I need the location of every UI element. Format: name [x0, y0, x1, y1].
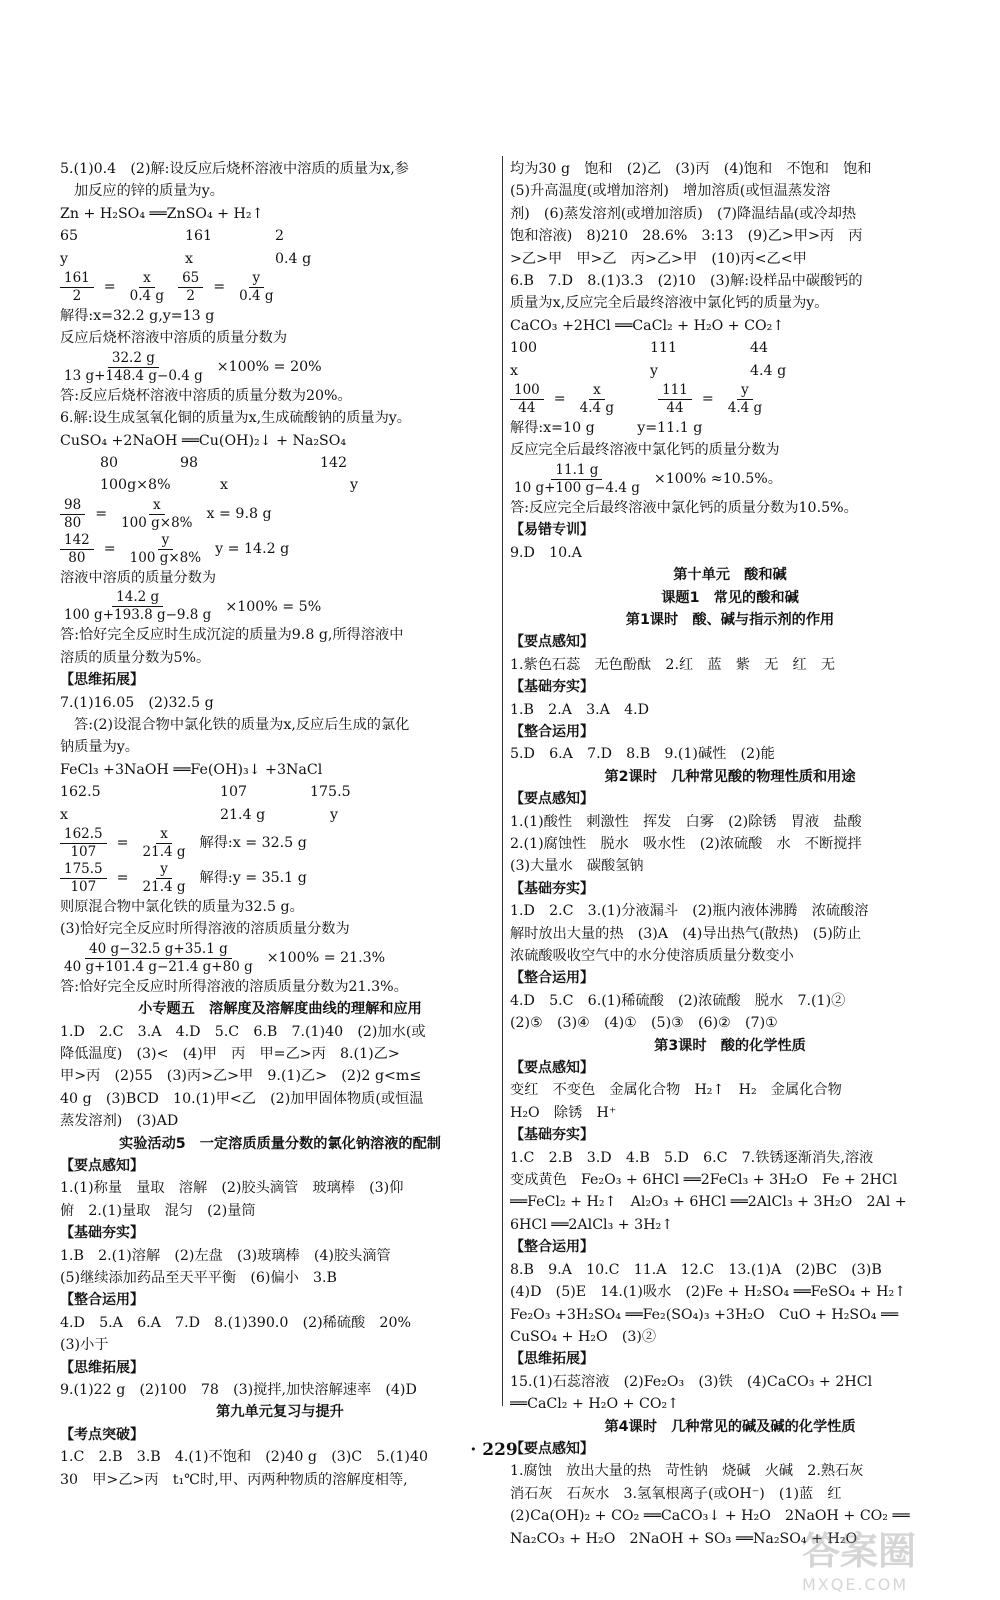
proportion-equation: $\frac{161}{2}$ = $\frac{x}{0.4 g}$ $\frac{65}{2}$ = $\frac{y}{0.4 g}$ [60, 270, 500, 305]
section-heading: 【基础夯实】 [510, 880, 594, 897]
text-line: ══CaCl₂ + H₂O + CO₂↑ [510, 1396, 680, 1413]
text-line: 质量为x,反应完全后最终溶液中氯化钙的质量为y。 [510, 295, 829, 312]
numerator: y [249, 270, 265, 288]
text-line: 1.C 2.B 3.D 4.B 5.D 6.C 7.铁锈逐渐消失,溶液 [510, 1149, 874, 1166]
right-column [510, 158, 950, 1550]
period-title: 第4课时 几种常见的碱及碱的化学性质 [604, 1418, 856, 1435]
numerator: y [158, 532, 174, 550]
numerator: 40 g−32.5 g+35.1 g [85, 941, 232, 959]
ratio-row [60, 804, 500, 826]
text-line: 解时放出大量的热 (3)A (4)导出热气(散热) (5)防止 [510, 925, 862, 942]
text-line: 钠质量为y。 [60, 739, 139, 756]
text-line: 变红 不变色 金属化合物 H₂↑ H₂ 金属化合物 [510, 1082, 842, 1099]
ratio-value: y [330, 806, 339, 823]
numerator: 162.5 [60, 826, 107, 844]
text-line: 1.(1)酸性 刺激性 挥发 白雾 (2)除锈 胃液 盐酸 [510, 813, 862, 830]
ratio-value: 175.5 [310, 784, 351, 801]
text-line: H₂O 除锈 H⁺ [510, 1104, 617, 1121]
answer-line: 答:反应完全后最终溶液中氯化钙的质量分数为10.5%。 [510, 499, 858, 516]
text-line: 1.D 2.C 3.(1)分液漏斗 (2)瓶内液体沸腾 浓硫酸溶 [510, 903, 869, 920]
numerator: x [149, 497, 165, 515]
fraction-tail: y = 14.2 g [215, 541, 290, 558]
text-line: 均为30 g 饱和 (2)乙 (3)丙 (4)饱和 不饱和 饱和 [510, 161, 872, 177]
text-line: 加反应的锌的质量为y。 [74, 183, 224, 200]
section-heading: 【要点感知】 [510, 1440, 594, 1457]
numerator: 11.1 g [551, 462, 602, 480]
ratio-value: 100g×8% [100, 477, 171, 494]
numerator: 100 [510, 382, 544, 400]
proportion-equation: $\frac{100}{44}$ = $\frac{x}{4.4 g}$ $\frac{111}{44}$ = $\frac{y}{4.4 g}$ [510, 382, 950, 417]
ratio-row [60, 474, 500, 496]
text-line: 2.(1)腐蚀性 脱水 吸水性 (2)浓硫酸 水 不断搅拌 [510, 835, 862, 852]
text-line: 15.(1)石蕊溶液 (2)Fe₂O₃ (3)铁 (4)CaCO₃ + 2HCl [510, 1373, 873, 1390]
proportion-equation: $\frac{162.5}{107}$ = $\frac{x}{21.4 g}$ 解得:x = 32.5 g [60, 826, 500, 861]
section-heading: 【整合运用】 [510, 723, 594, 740]
section-heading: 【思维拓展】 [510, 1351, 594, 1368]
ratio-value: x [220, 477, 229, 494]
ratio-row [510, 337, 950, 359]
ratio-value: 161 [185, 228, 213, 245]
text-line: 浓硫酸吸收空气中的水分使溶质质量分数变小 [510, 948, 794, 964]
answer-line: 答:恰好完全反应时生成沉淀的质量为9.8 g,所得溶液中 [60, 627, 404, 644]
ratio-value: 44 [750, 340, 769, 357]
fraction-tail: x = 9.8 g [206, 506, 272, 523]
numerator: 98 [60, 497, 85, 515]
topic-title: 实验活动5 一定溶质质量分数的氯化钠溶液的配制 [119, 1135, 441, 1152]
text-line: 30 甲>乙>丙 t₁℃时,甲、丙两种物质的溶解度相等, [60, 1471, 408, 1488]
text-line: 溶液中溶质的质量分数为 [60, 569, 217, 586]
ratio-value: 4.4 g [750, 362, 787, 379]
ratio-value: 2 [275, 228, 285, 245]
text-line: 俯 2.(1)量取 混匀 (2)量筒 [60, 1202, 256, 1219]
section-heading: 【思维拓展】 [60, 672, 144, 689]
answer-line: 溶质的质量分数为5%。 [60, 649, 211, 666]
ratio-value: x [185, 250, 194, 267]
ratio-value: 65 [60, 228, 79, 245]
text-line: (3)恰好完全反应时所得溶液的溶质质量分数为 [60, 921, 350, 938]
text-line: Na₂CO₃ + H₂O 2NaOH + SO₃ ══Na₂SO₄ + H₂O [510, 1530, 858, 1547]
ratio-value: 111 [650, 340, 678, 357]
watermark-text: 答案圈 [802, 1529, 917, 1573]
numerator: y [156, 861, 172, 879]
text-line: (3)小于 [60, 1337, 109, 1354]
proportion-equation: $\frac{142}{80}$ = $\frac{y}{100 g\times 8\%}$ y = 14.2 g [60, 532, 500, 567]
ratio-value: y [350, 477, 359, 494]
text-line: 5.(1)0.4 (2)解:设反应后烧杯溶液中溶质的质量为x,参 [60, 161, 409, 177]
text-line: (2)⑤ (3)④ (4)① (5)③ (6)② (7)① [510, 1015, 778, 1032]
ratio-value: 21.4 g [220, 806, 266, 823]
text-line: 饱和溶液) 8)210 28.6% 3:13 (9)乙>甲>丙 丙 [510, 228, 863, 245]
text-line: 1.D 2.C 3.A 4.D 5.C 6.B 7.(1)40 (2)加水(或 [60, 1023, 426, 1040]
numerator: 175.5 [60, 861, 107, 879]
text-line: 则原混合物中氯化铁的质量为32.5 g。 [60, 898, 304, 915]
page-number: · 229 · [470, 1440, 530, 1460]
period-title: 第3课时 酸的化学性质 [654, 1037, 806, 1054]
denominator: 107 [70, 878, 97, 895]
text-line: ══FeCl₂ + H₂↑ Al₂O₃ + 6HCl ══2AlCl₃ + 3H₂O 2Al + [510, 1194, 907, 1211]
text-line: 8.B 9.A 10.C 11.A 12.C 13.(1)A (2)BC (3)B [510, 1261, 882, 1278]
text-line: 9.D 10.A [510, 544, 582, 561]
text-line: 6HCl ══2AlCl₃ + 3H₂↑ [510, 1216, 674, 1233]
ratio-row [60, 781, 500, 803]
text-line: 解得:x=32.2 g,y=13 g [60, 308, 215, 325]
ratio-value: 100 [510, 340, 538, 357]
ratio-value: 162.5 [60, 784, 101, 801]
denominator: 13 g+148.4 g−0.4 g [64, 367, 203, 384]
ratio-value: y [650, 362, 659, 379]
numerator: 142 [60, 532, 94, 550]
fraction-tail: 解得:y = 35.1 g [199, 870, 307, 887]
section-heading: 【思维拓展】 [60, 1359, 144, 1376]
numerator: x [589, 382, 605, 400]
text-line: 变成黄色 Fe₂O₃ + 6HCl ══2FeCl₃ + 3H₂O Fe + 2HCl [510, 1172, 898, 1189]
section-heading: 【要点感知】 [510, 634, 594, 651]
percent-equation [60, 350, 500, 385]
denominator: 10 g+100 g−4.4 g [514, 479, 640, 496]
period-title: 第1课时 酸、碱与指示剂的作用 [625, 611, 835, 628]
ratio-value: 0.4 g [275, 250, 312, 267]
text-line: 4.D 5.C 6.(1)稀硫酸 (2)浓硫酸 脱水 7.(1)② [510, 992, 846, 1009]
ratio-value: y [60, 250, 69, 267]
denominator: 21.4 g [142, 843, 186, 860]
fraction-tail: ×100% = 21.3% [266, 950, 386, 967]
text-line: 降低温度) (3)< (4)甲 丙 甲=乙>丙 8.(1)乙> [60, 1045, 400, 1062]
left-column [60, 158, 500, 1491]
chem-equation: Zn + H₂SO₄ ══ZnSO₄ + H₂↑ [60, 205, 264, 222]
watermark-url: MXQE.COM [802, 1575, 909, 1594]
proportion-equation: $\frac{98}{80}$ = $\frac{x}{100 g\times 8\%}$ x = 9.8 g [60, 497, 500, 532]
topic-title: 第九单元复习与提升 [216, 1404, 344, 1421]
numerator: 14.2 g [112, 589, 163, 607]
text-line: 7.(1)16.05 (2)32.5 g [60, 694, 214, 711]
ratio-value: 80 [100, 455, 119, 472]
ratio-row [60, 452, 500, 474]
numerator: 65 [178, 270, 203, 288]
numerator: 32.2 g [108, 350, 159, 368]
text-line: 6.B 7.D 8.(1)3.3 (2)10 (3)解:设样品中碳酸钙的 [510, 273, 863, 290]
denominator: 2 [186, 288, 195, 305]
fraction-tail: ×100% = 20% [216, 359, 322, 376]
numerator: 111 [658, 382, 692, 400]
fraction-tail: 解得:x = 32.5 g [199, 835, 307, 852]
numerator: x [156, 826, 172, 844]
denominator: 80 [68, 549, 86, 566]
fraction-tail: ×100% ≈10.5%。 [653, 471, 782, 488]
text-line: 9.(1)22 g (2)100 78 (3)搅拌,加快溶解速率 (4)D [60, 1382, 417, 1399]
chem-equation: CuSO₄ +2NaOH ══Cu(OH)₂↓ + Na₂SO₄ [60, 432, 347, 449]
section-heading: 【整合运用】 [510, 1239, 594, 1256]
denominator: 4.4 g [727, 400, 763, 417]
text-line: 1.B 2.A 3.A 4.D [510, 701, 650, 718]
lesson-title: 课题1 常见的酸和碱 [661, 589, 799, 606]
section-heading: 【考点突破】 [60, 1426, 144, 1443]
ratio-row [60, 248, 500, 270]
text-line: 反应完全后最终溶液中氯化钙的质量分数为 [510, 442, 780, 459]
denominator: 40 g+101.4 g−21.4 g+80 g [64, 958, 253, 975]
text-line: CuSO₄ + H₂O (3)② [510, 1328, 657, 1345]
section-heading: 【要点感知】 [510, 1060, 594, 1077]
text-line: 蒸发溶剂) (3)AD [60, 1113, 179, 1130]
unit-title: 第十单元 酸和碱 [673, 567, 787, 584]
ratio-value: 98 [180, 455, 199, 472]
numerator: 161 [60, 270, 94, 288]
text-line: 5.D 6.A 7.D 8.B 9.(1)碱性 (2)能 [510, 746, 775, 763]
column-divider [502, 156, 503, 1406]
period-title: 第2课时 几种常见酸的物理性质和用途 [604, 768, 856, 785]
section-heading: 【基础夯实】 [510, 1127, 594, 1144]
text-line: 4.D 5.A 6.A 7.D 8.(1)390.0 (2)稀硫酸 20% [60, 1314, 411, 1331]
section-heading: 【整合运用】 [60, 1292, 144, 1309]
text-line: 甲>丙 (2)55 (3)丙>乙>甲 9.(1)乙> (2)2 g<m≤ [60, 1068, 422, 1085]
text-line: 1.(1)称量 量取 溶解 (2)胶头滴管 玻璃棒 (3)仰 [60, 1180, 404, 1197]
text-line: 1.紫色石蕊 无色酚酞 2.红 蓝 紫 无 红 无 [510, 656, 836, 673]
chem-equation: CaCO₃ +2HCl ══CaCl₂ + H₂O + CO₂↑ [510, 317, 785, 334]
text-line: 消石灰 石灰水 3.氢氧根离子(或OH⁻) (1)蓝 红 [510, 1485, 842, 1502]
text-line: (2)Ca(OH)₂ + CO₂ ══CaCO₃↓ + H₂O 2NaOH + CO₂ ══ [510, 1508, 910, 1525]
text-line: (5)继续添加药品至天平平衡 (6)偏小 3.B [60, 1270, 337, 1287]
denominator: 44 [666, 400, 684, 417]
section-heading: 【整合运用】 [510, 970, 594, 987]
text-line: 6.解:设生成氢氧化铜的质量为x,生成硫酸钠的质量为y。 [60, 410, 411, 427]
proportion-equation: $\frac{175.5}{107}$ = $\frac{y}{21.4 g}$ 解得:y = 35.1 g [60, 861, 500, 896]
text-line: 剂) (6)蒸发溶剂(或增加溶质) (7)降温结晶(或冷却热 [510, 205, 857, 222]
ratio-value: 142 [320, 455, 348, 472]
denominator: 21.4 g [142, 878, 186, 895]
ratio-value: 107 [220, 784, 248, 801]
section-heading: 【易错专训】 [510, 522, 594, 539]
text-line: 1.B 2.(1)溶解 (2)左盘 (3)玻璃棒 (4)胶头滴管 [60, 1247, 391, 1264]
denominator: 107 [70, 843, 97, 860]
percent-equation [60, 589, 500, 624]
watermark-logo [802, 1520, 982, 1594]
denominator: 100 g×8% [121, 514, 193, 531]
text-line: 反应后烧杯溶液中溶质的质量分数为 [60, 330, 288, 347]
text-line: 1.腐蚀 放出大量的热 苛性钠 烧碱 火碱 2.熟石灰 [510, 1463, 864, 1480]
denominator: 0.4 g [239, 288, 274, 305]
numerator: x [139, 270, 155, 288]
fraction-tail: ×100% = 5% [225, 598, 322, 615]
percent-equation [510, 462, 950, 497]
text-line: 40 g (3)BCD 10.(1)甲<乙 (2)加甲固体物质(或恒温 [60, 1090, 424, 1107]
ratio-row [510, 360, 950, 382]
denominator: 0.4 g [129, 288, 165, 305]
answer-line: 答:反应后烧杯溶液中溶质的质量分数为20%。 [60, 387, 352, 404]
denominator: 44 [518, 400, 536, 417]
denominator: 80 [64, 514, 82, 531]
chem-equation: FeCl₃ +3NaOH ══Fe(OH)₃↓ +3NaCl [60, 761, 323, 778]
text-line: 答:(2)设混合物中氯化铁的质量为x,反应后生成的氯化 [74, 716, 410, 733]
text-line: (5)升高温度(或增加溶剂) 增加溶质(或恒温蒸发溶 [510, 183, 831, 200]
answer-line: 答:恰好完全反应时所得溶液的溶质质量分数为21.3%。 [60, 978, 408, 995]
ratio-value: x [60, 806, 69, 823]
ratio-value: x [510, 362, 519, 379]
denominator: 2 [72, 288, 82, 305]
text-line: 1.C 2.B 3.B 4.(1)不饱和 (2)40 g (3)C 5.(1)40 [60, 1449, 429, 1466]
text-line: 解得:x=10 g y=11.1 g [510, 420, 703, 437]
section-heading: 【要点感知】 [60, 1158, 144, 1174]
text-line: >乙>甲 甲>乙 丙>乙>甲 (10)丙<乙<甲 [510, 250, 807, 267]
denominator: 100 g+193.8 g−9.8 g [64, 607, 212, 624]
percent-equation [60, 941, 500, 976]
denominator: 4.4 g [579, 400, 615, 417]
text-line: (4)D (5)E 14.(1)吸水 (2)Fe + H₂SO₄ ══FeSO₄ + H₂↑ [510, 1284, 907, 1301]
ratio-row [60, 225, 500, 247]
text-line: (3)大量水 碳酸氢钠 [510, 858, 644, 875]
section-heading: 【基础夯实】 [60, 1225, 144, 1242]
text-line: Fe₂O₃ +3H₂SO₄ ══Fe₂(SO₄)₃ +3H₂O CuO + H₂SO₄ ══ [510, 1306, 899, 1323]
section-heading: 【要点感知】 [510, 791, 594, 808]
section-heading: 【基础夯实】 [510, 679, 594, 696]
denominator: 100 g×8% [129, 549, 202, 566]
numerator: y [737, 382, 753, 400]
topic-title: 小专题五 溶解度及溶解度曲线的理解和应用 [138, 1001, 422, 1018]
